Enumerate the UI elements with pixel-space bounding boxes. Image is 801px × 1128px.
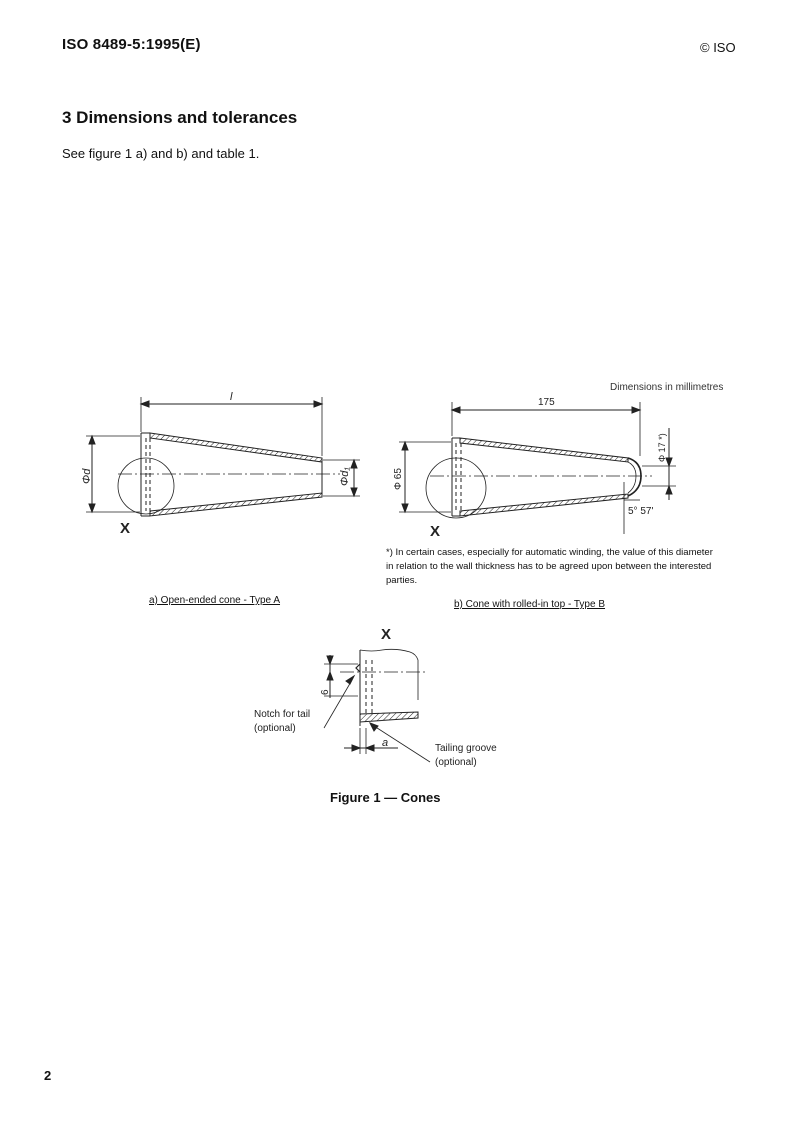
notch-for-tail [356,664,360,672]
cone-a-drawing [86,397,360,516]
notch-label-line-1: Notch for tail [254,709,311,720]
groove-label-line-2: (optional) [435,757,477,768]
cone-b-length-label: 175 [538,397,555,408]
cone-b-diameter-label: Φ 65 [393,468,404,490]
cone-b-footnote: *) In certain cases, especially for automatic winding, the value of this diameter in relation to the wall thickness has to be agreed upon between the interested parties. [386,547,713,586]
figure-caption: Figure 1 — Cones [330,790,441,805]
cone-a-detail-marker: X [120,520,131,537]
notch-label-line-2: (optional) [254,723,296,734]
cone-a-small-diameter-label: Φd₁ [339,467,351,486]
cone-a-diameter-label: Φd [81,468,93,484]
cone-a-bottom-wall [150,493,322,516]
standard-reference: ISO 8489-5:1995(E) [62,36,201,53]
detail-dim-a: a [382,737,389,749]
tailing-groove [360,712,418,722]
section-text: See figure 1 a) and b) and table 1. [62,146,260,161]
cone-b-top-wall [460,438,628,462]
section-title: 3 Dimensions and tolerances [62,108,298,127]
cone-a-length-label: l [230,391,233,403]
cone-b-angle-label: 5° 57' [628,506,654,517]
cone-b-detail-marker: X [430,523,441,540]
groove-label-line-1: Tailing groove [435,743,497,754]
cone-a-top-wall [150,433,322,462]
cone-a-caption: a) Open-ended cone - Type A [149,595,281,606]
cone-b-rolled-top [628,458,641,496]
dimensions-note: Dimensions in millimetres [610,382,724,393]
cone-b-bottom-wall [460,494,628,516]
cone-b-top-diameter-label: Φ 17 *) [657,433,667,462]
detail-dim-6: 6 [320,689,331,695]
detail-title: X [381,626,392,643]
copyright-mark: © ISO [700,40,736,55]
detail-x-drawing [324,649,430,762]
cone-b-caption: b) Cone with rolled-in top - Type B [454,599,606,610]
page-number: 2 [44,1068,52,1083]
